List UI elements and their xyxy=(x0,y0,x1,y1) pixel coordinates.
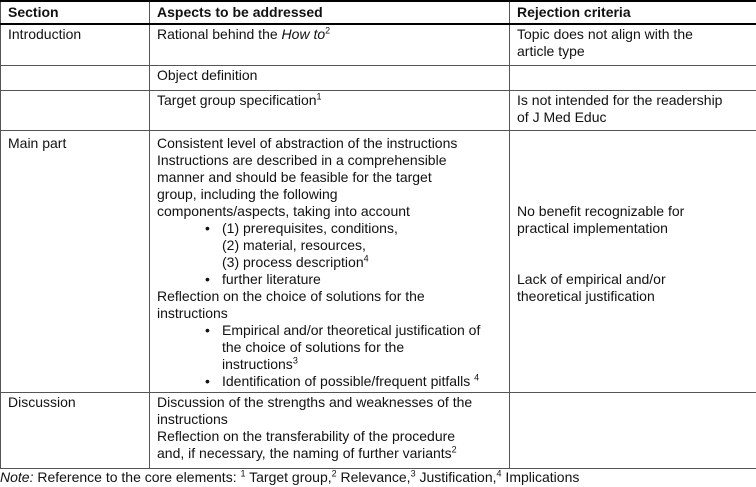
aspect-cell xyxy=(150,24,510,65)
aspect-line: instructions xyxy=(157,410,228,427)
table-row xyxy=(1,65,756,90)
footnote-ref: 2 xyxy=(451,443,457,454)
aspect-cell xyxy=(150,90,510,130)
footnote-ref: 3 xyxy=(292,354,298,365)
rejection-line: of J Med Educ xyxy=(517,108,607,125)
bullet-text: Identification of possible/frequent pitfalls xyxy=(222,372,475,389)
bullet-item xyxy=(157,373,502,390)
footnote-number: 1 xyxy=(240,468,246,479)
section-cell: Discussion xyxy=(1,392,150,468)
table-note xyxy=(0,469,579,486)
aspect-line: Consistent level of abstraction of the instructions xyxy=(157,134,458,151)
bullet-line: (2) material, resources, xyxy=(222,236,366,253)
bullet-item: • further literature xyxy=(157,271,502,288)
footnote-ref: 1 xyxy=(316,90,322,101)
rejection-line: article type xyxy=(517,43,585,59)
rejection-cell xyxy=(510,130,756,392)
bullet-item: • Empirical and/or theoretical justification of xyxy=(157,322,502,339)
footnote-ref: 4 xyxy=(474,371,480,382)
aspect-line: Reflection on the choice of solutions for the xyxy=(157,287,425,304)
aspect-italic: How to xyxy=(281,26,326,42)
note-label: Note: xyxy=(0,469,34,485)
footnote-number: 4 xyxy=(496,468,502,479)
section-cell xyxy=(1,65,150,90)
header-aspects: Aspects to be addressed xyxy=(150,1,510,24)
bullet-item: • (1) prerequisites, conditions, xyxy=(157,220,502,237)
bullet-text: instructions xyxy=(222,355,293,372)
spacer xyxy=(517,135,749,169)
table-row xyxy=(1,90,756,130)
aspect-cell: Object definition xyxy=(150,65,510,90)
bullet-text: (3) process description xyxy=(222,253,364,270)
table-row xyxy=(1,392,756,468)
aspect-line: Reflection on the transferability of the procedure xyxy=(157,427,456,444)
aspect-cell xyxy=(150,392,510,468)
aspect-line: manner and should be feasible for the target xyxy=(157,168,432,185)
note-text: Reference to the core elements: xyxy=(33,469,241,485)
rejection-line: practical implementation xyxy=(517,219,668,236)
header-row xyxy=(1,1,756,24)
footnote-number: 2 xyxy=(331,468,337,479)
rejection-line: Is not intended for the readership xyxy=(517,91,723,108)
rejection-line: theoretical justification xyxy=(517,287,655,304)
header-rejection: Rejection criteria xyxy=(510,1,756,24)
aspect-line xyxy=(157,445,502,462)
footnote-ref: 4 xyxy=(363,252,369,263)
aspect-text: and, if necessary, the naming of further variants xyxy=(157,444,452,461)
header-section: Section xyxy=(1,1,150,24)
aspect-text: Target group specification xyxy=(157,91,317,108)
rejection-cell xyxy=(510,65,756,90)
rejection-line: No benefit recognizable for xyxy=(517,202,685,219)
footnote-number: 3 xyxy=(410,468,416,479)
aspect-text: Rational behind the xyxy=(157,26,282,42)
aspect-cell xyxy=(150,130,510,392)
rejection-cell xyxy=(510,24,756,65)
table-row xyxy=(1,130,756,392)
table-row xyxy=(1,24,756,65)
section-cell: Main part xyxy=(1,130,150,392)
bullet-line: the choice of solutions for the xyxy=(222,338,405,355)
note-item: Implications xyxy=(501,469,580,485)
aspect-line: instructions xyxy=(157,304,228,321)
aspect-line: Discussion of the strengths and weaknesses of the xyxy=(157,393,473,410)
aspect-line: group, including the following xyxy=(157,185,338,202)
spacer xyxy=(517,169,749,203)
note-item: Justification, xyxy=(415,469,497,485)
bullet-line xyxy=(157,254,502,271)
rejection-cell xyxy=(510,392,756,468)
aspect-line: components/aspects, taking into account xyxy=(157,202,410,219)
rejection-line: Lack of empirical and/or xyxy=(517,270,666,287)
note-item: Target group, xyxy=(245,469,332,485)
section-cell: Introduction xyxy=(1,24,150,65)
aspect-line: Instructions are described in a comprehensible xyxy=(157,151,447,168)
spacer xyxy=(517,237,749,271)
rejection-line: Topic does not align with the xyxy=(517,26,693,42)
note-item: Relevance, xyxy=(336,469,411,485)
rejection-cell xyxy=(510,90,756,130)
footnote-ref: 2 xyxy=(325,25,331,36)
bullet-line xyxy=(157,356,502,373)
section-cell xyxy=(1,90,150,130)
